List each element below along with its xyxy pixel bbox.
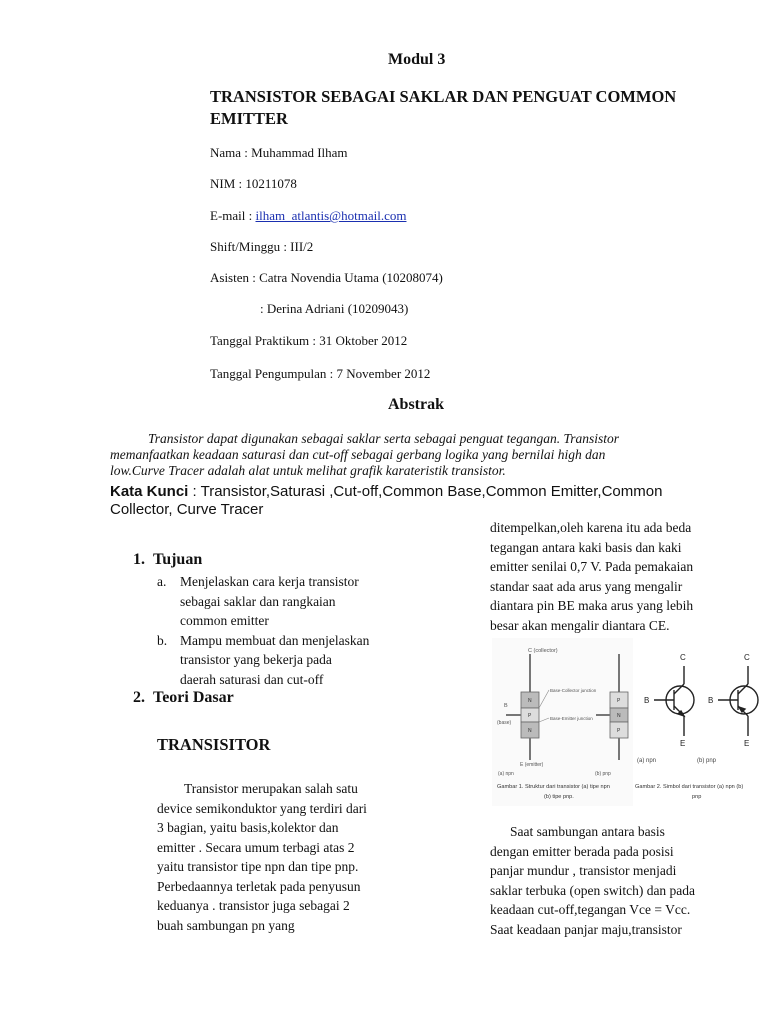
abstract-line-1: Transistor dapat digunakan sebagai saklar serta sebagai penguat tegangan. Transistor	[148, 431, 620, 446]
paragraph-line: saklar terbuka (open switch) dan pada	[490, 882, 696, 898]
email-link[interactable]: ilham_atlantis@hotmail.com	[255, 208, 407, 223]
paragraph-line: ditempelkan,oleh karena itu ada beda	[490, 520, 692, 535]
paragraph-line: panjar mundur , transistor menjadi	[490, 863, 677, 878]
assistant-1: Asisten : Catra Novendia Utama (10208074)	[210, 270, 443, 285]
npn-label-c: C	[680, 653, 686, 662]
layer-n-bottom: N	[528, 728, 532, 734]
label-emitter: E (emitter)	[520, 762, 544, 768]
section-2-title: Teori Dasar	[153, 689, 234, 706]
abstract-line-3: low.Curve Tracer adalah alat untuk melihat grafik karateristik transistor.	[110, 463, 506, 478]
pnp-label-b: B	[708, 696, 714, 705]
paragraph-line: tegangan antara kaki basis dan kaki	[490, 539, 682, 555]
caption-2-line-2: pnp	[692, 794, 702, 800]
paragraph-line: Perbedaannya terletak pada penyusun	[157, 878, 361, 894]
paragraph-line: emitter senilai 0,7 V. Pada pemakaian	[490, 559, 694, 574]
paragraph-line: besar akan mengalir diantara CE.	[490, 617, 670, 633]
symbol-sub-a: (a) npn	[637, 758, 657, 764]
label-collector: C (collector)	[528, 648, 558, 654]
layer-p-top: P	[617, 698, 621, 704]
abstract-line-2: memanfaatkan keadaan saturasi dan cut-off sebagai gerbang logika yang bernilai high dan	[110, 447, 606, 462]
goal-text-line: daerah saturasi dan cut-off	[180, 671, 324, 687]
right-paragraph-bottom	[490, 822, 760, 939]
document-title: TRANSISTOR SEBAGAI SAKLAR DAN PENGUAT COMMON EMITTER	[210, 87, 677, 128]
label-base: B	[504, 703, 508, 709]
symbol-sub-b: (b) pnp	[697, 758, 717, 764]
goal-item-b	[157, 631, 427, 690]
paragraph-line: device semikonduktor yang terdiri dari	[157, 800, 367, 816]
npn-structure-diagram	[497, 648, 597, 777]
goal-marker: a.	[157, 574, 167, 589]
email-label: E-mail :	[210, 208, 256, 223]
pnp-label-e: E	[744, 739, 750, 748]
label-bc-junction: Base-Collector junction	[550, 688, 597, 693]
paragraph-line: keadaan cut-off,tegangan Vce = Vcc.	[490, 902, 691, 917]
goal-item-a	[157, 572, 427, 631]
student-name: Nama : Muhammad Ilham	[210, 145, 348, 160]
caption-2-line-1: Gambar 2. Simbol dari transistor (a) npn (b)	[635, 784, 744, 790]
subheading-transistor: TRANSISITOR	[157, 735, 271, 754]
student-nim: NIM : 10211078	[210, 176, 297, 191]
practicum-date: Tanggal Praktikum : 31 Oktober 2012	[210, 333, 408, 348]
submission-date: Tanggal Pengumpulan : 7 November 2012	[210, 366, 431, 381]
section-1-heading	[133, 551, 202, 569]
paragraph-line: Transistor merupakan salah satu	[184, 781, 358, 796]
paragraph-line: 3 bagian, yaitu basis,kolektor dan	[157, 820, 339, 835]
keywords-line-1	[110, 482, 662, 501]
transistor-figure	[492, 638, 760, 806]
assistant-2: : Derina Adriani (10209043)	[260, 301, 409, 316]
abstract-heading: Abstrak	[388, 396, 445, 413]
module-title: Modul 3	[388, 51, 446, 68]
section-2-number: 2.	[133, 689, 145, 706]
keywords-label: Kata Kunci	[110, 483, 189, 500]
npn-label-b: B	[644, 696, 650, 705]
caption-1-line-2: (b) tipe pnp.	[544, 794, 574, 800]
paragraph-line: Saat keadaan panjar maju,transistor	[490, 921, 682, 937]
theory-paragraph	[157, 779, 427, 935]
symbol-panel	[633, 638, 760, 806]
layer-p-bottom: P	[617, 728, 621, 734]
goal-text-line: transistor yang bekerja pada	[180, 652, 332, 667]
paragraph-line: buah sambungan pn yang	[157, 917, 295, 933]
npn-label-e: E	[680, 739, 686, 748]
layer-p: P	[528, 713, 532, 719]
paragraph-line: diantara pin BE maka arus yang lebih	[490, 598, 694, 613]
section-2-heading	[133, 689, 234, 707]
goal-text-line: Menjelaskan cara kerja transistor	[180, 574, 359, 589]
goal-text-line: sebagai saklar dan rangkaian	[180, 593, 336, 609]
caption-1-line-1: Gambar 1. Struktur dari transistor (a) tipe npn	[497, 784, 610, 790]
keywords-text: : Transistor,Saturasi ,Cut-off,Common Base,Common Emitter,Common	[188, 483, 663, 500]
email-line	[210, 206, 406, 225]
section-1-title: Tujuan	[153, 551, 203, 568]
pnp-label-c: C	[744, 653, 750, 662]
right-paragraph-top	[490, 518, 760, 635]
layer-n-top: N	[528, 698, 532, 704]
goal-text-line: common emitter	[180, 613, 269, 628]
paragraph-line: dengan emitter berada pada posisi	[490, 843, 674, 859]
structure-sub-b: (b) pnp	[595, 771, 611, 777]
shift: Shift/Minggu : III/2	[210, 239, 314, 254]
paragraph-line: standar saat ada arus yang mengalir	[490, 578, 683, 594]
section-1-number: 1.	[133, 551, 145, 568]
paragraph-line: Saat sambungan antara basis	[510, 824, 665, 839]
paragraph-line: emitter . Secara umum terbagi atas 2	[157, 839, 355, 855]
goal-text-line: Mampu membuat dan menjelaskan	[180, 632, 370, 648]
keywords-line-2: Collector, Curve Tracer	[110, 501, 264, 518]
structure-sub-a: (a) npn	[498, 771, 514, 777]
paragraph-line: keduanya . transistor juga sebagai 2	[157, 898, 350, 913]
paragraph-line: yaitu transistor tipe npn dan tipe pnp.	[157, 859, 359, 874]
label-base-paren: (base)	[497, 720, 512, 726]
goals-list	[157, 572, 427, 689]
layer-n: N	[617, 713, 621, 719]
pnp-structure-diagram	[595, 654, 628, 777]
goal-marker: b.	[157, 632, 168, 648]
label-be-junction: Base-Emitter junction	[550, 716, 593, 721]
